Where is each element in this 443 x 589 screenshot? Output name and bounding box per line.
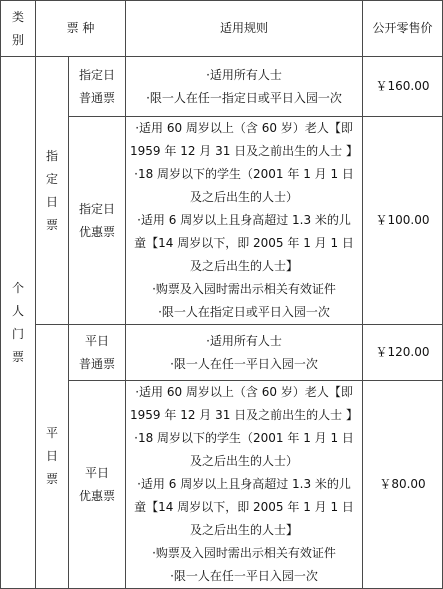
rule-line: ·适用所有人士 [206, 67, 282, 82]
header-category-char: 类 [11, 9, 24, 24]
section-char: 票 [45, 472, 58, 486]
ticket-type-line: 指定日 [79, 67, 116, 82]
header-category [1, 1, 36, 57]
section-char: 指 [45, 148, 58, 163]
rule-line: ·适用所有人士 [206, 333, 282, 348]
price-cell: ￥80.00 [363, 381, 443, 589]
rules-cell [126, 117, 363, 325]
ticket-type-line: 优惠票 [79, 224, 116, 239]
rule-line: ·适用 60 周岁以上（含 60 岁）老人【即 [135, 385, 353, 399]
rule-line: 及之后出生的人士】 [190, 523, 299, 537]
rule-line: ·购票及入园时需出示相关有效证件 [152, 282, 336, 296]
header-ticket-type: 票 种 [36, 1, 126, 57]
table-row [1, 57, 443, 117]
rule-line: 及之后出生的人士】 [190, 259, 299, 273]
group-char: 票 [11, 349, 24, 364]
ticket-type-cell [69, 381, 126, 589]
ticket-type-line: 平日 [85, 333, 110, 348]
rule-line: ·限一人在指定日或平日入园一次 [158, 305, 330, 319]
ticket-type-line: 优惠票 [79, 488, 116, 503]
rule-line: 及之后出生的人士） [190, 190, 299, 204]
price-cell: ￥100.00 [363, 117, 443, 325]
rules-cell [126, 381, 363, 589]
group-individual-ticket [1, 57, 36, 589]
group-char: 个 [11, 280, 24, 295]
rule-line: ·限一人在任一平日入园一次 [170, 356, 318, 371]
section-char: 票 [45, 217, 58, 232]
header-price: 公开零售价 [363, 1, 443, 57]
section-char: 日 [45, 194, 58, 209]
rule-line: 1959 年 12 月 31 日及之前出生的人士 】 [130, 408, 358, 422]
ticket-type-cell [69, 117, 126, 325]
rule-line: ·限一人在任一平日入园一次 [170, 569, 318, 583]
rule-line: ·限一人在任一指定日或平日入园一次 [146, 90, 342, 105]
ticket-type-cell [69, 57, 126, 117]
section-char: 平 [45, 426, 58, 440]
rules-cell [126, 57, 363, 117]
ticket-type-line: 平日 [85, 465, 110, 480]
header-rules: 适用规则 [126, 1, 363, 57]
rule-line: ·适用 60 周岁以上（含 60 岁）老人【即 [135, 121, 353, 135]
group-char: 门 [11, 326, 24, 341]
ticket-type-line: 普通票 [79, 356, 116, 371]
rule-line: 1959 年 12 月 31 日及之前出生的人士 】 [130, 144, 358, 158]
price-cell: ￥120.00 [363, 325, 443, 381]
rule-line: 及之后出生的人士） [190, 454, 299, 468]
price-cell: ￥160.00 [363, 57, 443, 117]
group-char: 人 [11, 303, 24, 318]
header-category-char: 别 [11, 32, 24, 47]
ticket-type-line: 普通票 [79, 90, 116, 105]
ticket-type-cell [69, 325, 126, 381]
section-weekday [36, 325, 69, 589]
rules-cell [126, 325, 363, 381]
table-row [1, 325, 443, 381]
section-char: 定 [45, 171, 58, 186]
header-row [1, 1, 443, 57]
rule-line: 童【14 周岁以下，即 2005 年 1 月 1 日 [134, 500, 354, 514]
section-char: 日 [45, 449, 58, 463]
rule-line: 童【14 周岁以下，即 2005 年 1 月 1 日 [134, 236, 354, 250]
rule-line: ·18 周岁以下的学生（2001 年 1 月 1 日 [134, 167, 354, 181]
rule-line: ·购票及入园时需出示相关有效证件 [152, 546, 336, 560]
rule-line: ·适用 6 周岁以上且身高超过 1.3 米的儿 [137, 213, 351, 227]
rule-line: ·适用 6 周岁以上且身高超过 1.3 米的儿 [137, 477, 351, 491]
rule-line: ·18 周岁以下的学生（2001 年 1 月 1 日 [134, 431, 354, 445]
ticket-type-line: 指定日 [79, 201, 116, 216]
section-designated-day [36, 57, 69, 325]
